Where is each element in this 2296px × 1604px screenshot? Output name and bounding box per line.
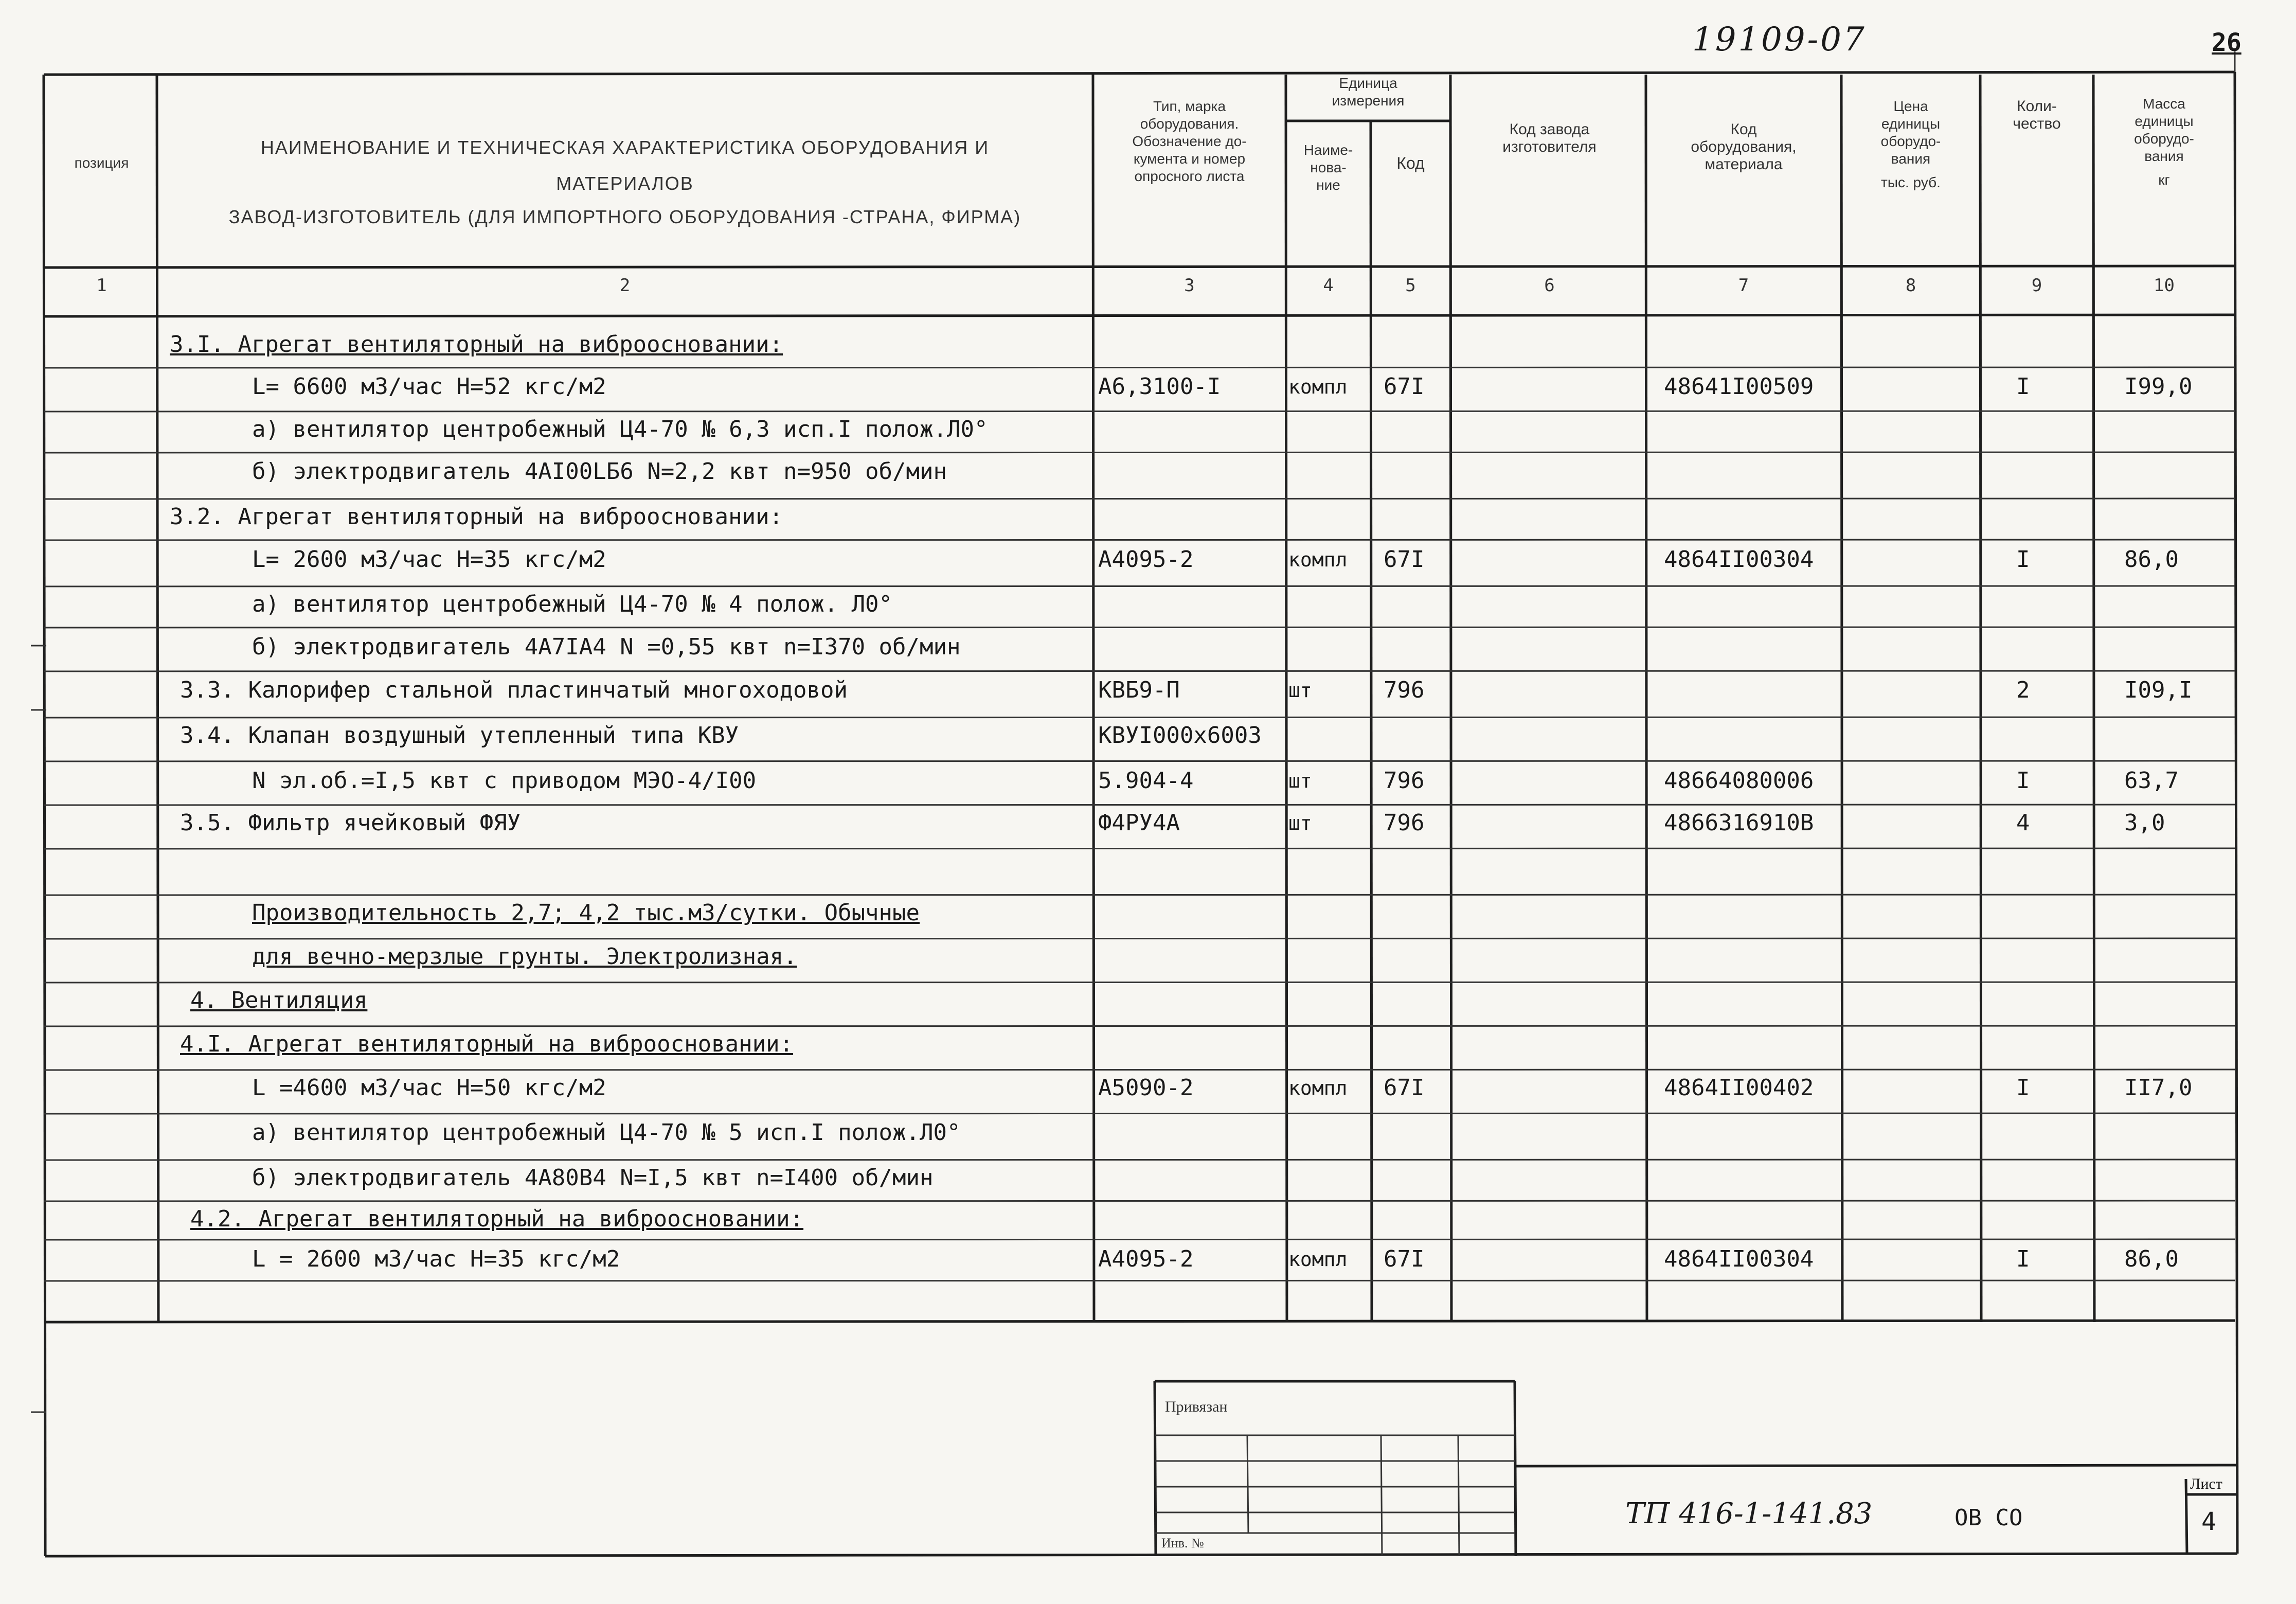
header-type-l4: кумента и номер (1133, 151, 1246, 167)
row-name: L =4600 м3/час H=50 кгс/м2 (252, 1075, 606, 1101)
header-quantity-l1: Коли- (2017, 98, 2057, 115)
cell-mass: 3,0 (2124, 810, 2165, 836)
header-factory-code-l2: изготовителя (1502, 138, 1597, 155)
row-name: б) электродвигатель 4АI00LБ6 N=2,2 квт n=950 об/мин (252, 458, 947, 485)
header-price (1844, 98, 1978, 191)
header-type-l2: оборудования. (1140, 116, 1239, 132)
cell-unit: шт (1288, 770, 1312, 792)
row-name: N эл.об.=I,5 квт с приводом МЭО-4/I00 (252, 768, 757, 794)
col-number: 2 (619, 275, 631, 296)
stamp-title: Привязан (1165, 1398, 1228, 1415)
header-unit-name-l1: Наиме- (1303, 142, 1353, 158)
row-name: 4.I. Агрегат вентиляторный на виброосновании: (180, 1031, 794, 1057)
cell-quantity: I (2016, 546, 2030, 573)
row-name: для вечно-мерзлые грунты. Электролизная. (252, 943, 797, 970)
cell-unit: шт (1288, 679, 1312, 702)
header-price-l5: тыс. руб. (1881, 174, 1941, 190)
cell-quantity: I (2016, 768, 2030, 794)
doc-number-top: 19109-07 (1692, 21, 1867, 59)
cell-unit-code: 67I (1384, 1246, 1425, 1272)
cell-type: А4095-2 (1098, 1246, 1194, 1272)
header-unit (1288, 75, 1448, 110)
row-name: 4. Вентиляция (190, 987, 368, 1013)
page-number-top: 26 (2212, 28, 2241, 57)
row-name: 3.3. Калорифер стальной пластинчатый многоходовой (180, 677, 848, 703)
cell-material-code: 4866316910В (1664, 810, 1814, 836)
col-number: 8 (1905, 275, 1916, 296)
header-price-l3: оборудо- (1880, 133, 1941, 149)
header-equipment-code (1648, 121, 1839, 173)
cell-quantity: I (2016, 1075, 2030, 1101)
cell-unit: шт (1288, 812, 1312, 834)
col-number: 5 (1405, 275, 1416, 296)
cell-mass: I09,I (2124, 677, 2193, 703)
header-equipment-code-l2: оборудования, (1691, 138, 1797, 155)
header-mass-l2: единицы (2134, 113, 2194, 129)
header-mass-l4: вания (2144, 148, 2184, 164)
header-equipment-code-l3: материала (1705, 156, 1783, 173)
cell-mass: 86,0 (2124, 1246, 2179, 1272)
row-name: L = 2600 м3/час H=35 кгс/м2 (252, 1246, 620, 1272)
row-name: б) электродвигатель 4А80В4 N=I,5 квт n=I400 об/мин (252, 1165, 934, 1191)
cell-unit-code: 67I (1384, 546, 1425, 573)
row-name: Производительность 2,7; 4,2 тыс.м3/сутки. Обычные (252, 900, 920, 926)
header-mass-l5: кг (2158, 172, 2170, 188)
cell-type: КВБ9-П (1098, 677, 1180, 703)
cell-unit: компл (1288, 548, 1348, 571)
col-number: 4 (1323, 275, 1334, 296)
cell-type: А4095-2 (1098, 546, 1194, 573)
cell-unit-code: 796 (1384, 810, 1425, 836)
col-number: 6 (1544, 275, 1555, 296)
header-unit-code: Код (1396, 154, 1425, 172)
row-name: а) вентилятор центробежный Ц4-70 № 6,3 исп.I полож.Л0° (252, 416, 988, 442)
stamp-sheet-number: 4 (2201, 1507, 2216, 1536)
stamp-sheet-label: Лист (2190, 1475, 2222, 1492)
stamp-doc-code: ТП 416-1-141.83 (1625, 1497, 1873, 1530)
header-mass-l1: Масса (2143, 96, 2185, 112)
cell-material-code: 4864II00304 (1664, 546, 1814, 573)
row-name: а) вентилятор центробежный Ц4-70 № 5 исп.I полож.Л0° (252, 1119, 961, 1146)
col-number: 10 (2154, 275, 2175, 296)
header-quantity (1983, 98, 2091, 133)
header-mass (2096, 95, 2232, 189)
row-name: L= 2600 м3/час H=35 кгс/м2 (252, 546, 606, 573)
row-name: 3.2. Агрегат вентиляторный на виброосновании: (170, 504, 783, 530)
row-name: 3.I. Агрегат вентиляторный на виброосновании: (170, 331, 783, 358)
header-unit-l1: Единица (1339, 75, 1397, 91)
col-number: 3 (1184, 275, 1195, 296)
header-type (1096, 98, 1283, 185)
header-factory-code-l1: Код завода (1509, 121, 1590, 138)
header-equipment-code-l1: Код (1730, 121, 1757, 138)
header-name-line3: ЗАВОД-ИЗГОТОВИТЕЛЬ (ДЛЯ ИМПОРТНОГО ОБОРУДОВАНИЯ -СТРАНА, ФИРМА) (228, 206, 1021, 227)
cell-unit-code: 67I (1384, 373, 1425, 400)
header-type-l1: Тип, марка (1153, 98, 1226, 114)
header-factory-code (1456, 121, 1643, 156)
cell-material-code: 4864II00402 (1664, 1075, 1814, 1101)
header-unit-l2: измерения (1332, 93, 1405, 109)
header-price-l1: Цена (1893, 98, 1928, 114)
cell-material-code: 48641I00509 (1664, 373, 1814, 400)
row-name: 3.5. Фильтр ячейковый ФЯУ (180, 810, 521, 836)
col-number: 1 (96, 275, 107, 296)
row-name: а) вентилятор центробежный Ц4-70 № 4 полож. Л0° (252, 591, 893, 617)
header-position: позиция (74, 155, 129, 171)
row-name: L= 6600 м3/час H=52 кгс/м2 (252, 373, 606, 400)
cell-type: КВУI000х6003 (1098, 722, 1262, 748)
header-price-l2: единицы (1881, 116, 1941, 132)
cell-material-code: 48664080006 (1664, 768, 1814, 794)
stamp-section: ОВ СО (1954, 1505, 2023, 1531)
stamp-inv: Инв. № (1161, 1536, 1204, 1550)
cell-quantity: 2 (2016, 677, 2030, 703)
header-name-line1: НАИМЕНОВАНИЕ И ТЕХНИЧЕСКАЯ ХАРАКТЕРИСТИКА ОБОРУДОВАНИЯ И (260, 137, 990, 158)
header-quantity-l2: чество (2013, 115, 2061, 132)
cell-type: А5090-2 (1098, 1075, 1194, 1101)
cell-mass: II7,0 (2124, 1075, 2193, 1101)
header-price-l4: вания (1891, 151, 1931, 167)
cell-unit: компл (1288, 1248, 1348, 1271)
cell-mass: 86,0 (2124, 546, 2179, 573)
cell-unit: компл (1288, 376, 1348, 398)
cell-mass: 63,7 (2124, 768, 2179, 794)
header-type-l5: опросного листа (1134, 168, 1245, 184)
cell-quantity: I (2016, 373, 2030, 400)
header-unit-name (1288, 141, 1368, 194)
cell-type: Ф4РУ4А (1098, 810, 1180, 836)
cell-mass: I99,0 (2124, 373, 2193, 400)
cell-unit: компл (1288, 1077, 1348, 1099)
cell-unit-code: 796 (1384, 677, 1425, 703)
header-type-l3: Обозначение до- (1132, 133, 1247, 149)
cell-quantity: 4 (2016, 810, 2030, 836)
header-mass-l3: оборудо- (2134, 131, 2194, 147)
header-name-line2: МАТЕРИАЛОВ (556, 173, 694, 194)
col-number: 9 (2031, 275, 2042, 296)
cell-type: 5.904-4 (1098, 768, 1194, 794)
cell-material-code: 4864II00304 (1664, 1246, 1814, 1272)
header-unit-name-l2: нова- (1310, 159, 1347, 175)
cell-unit-code: 796 (1384, 768, 1425, 794)
col-number: 7 (1738, 275, 1749, 296)
cell-quantity: I (2016, 1246, 2030, 1272)
row-name: б) электродвигатель 4А7IА4 N =0,55 квт n=I370 об/мин (252, 634, 961, 660)
cell-type: А6,3100-I (1098, 373, 1221, 400)
cell-unit-code: 67I (1384, 1075, 1425, 1101)
row-name: 4.2. Агрегат вентиляторный на виброосновании: (190, 1206, 804, 1232)
header-unit-name-l3: ние (1316, 177, 1340, 193)
row-name: 3.4. Клапан воздушный утепленный типа КВУ (180, 722, 739, 748)
